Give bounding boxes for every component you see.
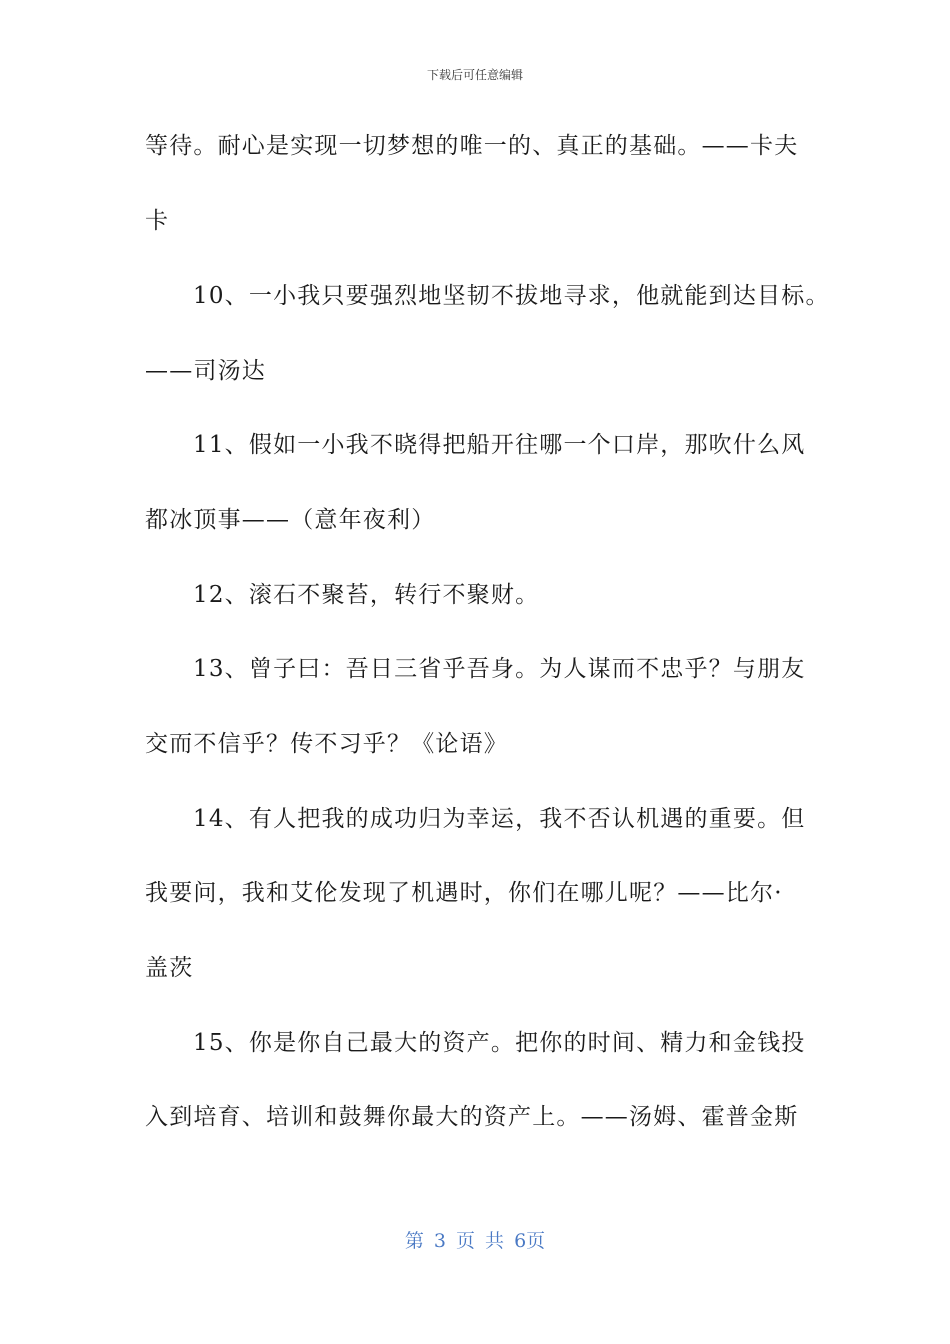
text-line: 14、有人把我的成功归为幸运，我不否认机遇的重要。但 [193,806,806,832]
text-line: 卡 [145,208,170,234]
text-line: 都冰顶事——（意年夜利） [145,507,436,533]
text-line: 10、一小我只要强烈地坚韧不拔地寻求，他就能到达目标。 [193,283,830,309]
text-line: ——司汤达 [145,358,266,384]
text-line: 入到培育、培训和鼓舞你最大的资产上。——汤姆、霍普金斯 [145,1104,799,1130]
text-line: 我要问，我和艾伦发现了机遇时，你们在哪儿呢？——比尔· [145,880,783,906]
page-header: 下载后可任意编辑 [426,68,523,82]
text-line: 15、你是你自己最大的资产。把你的时间、精力和金钱投 [193,1030,806,1056]
page-number: 第 3 页 共 6页 [404,1230,546,1252]
text-line: 13、曾子曰：吾日三省乎吾身。为人谋而不忠乎？与朋友 [193,656,806,682]
text-line: 12、滚石不聚苔，转行不聚财。 [193,582,540,608]
text-line: 交而不信乎？传不习乎？《论语》 [145,731,508,757]
text-line: 11、假如一小我不晓得把船开往哪一个口岸，那吹什么风 [193,432,806,458]
text-line: 盖茨 [145,955,194,981]
text-line: 等待。耐心是实现一切梦想的唯一的、真正的基础。——卡夫 [145,133,799,159]
